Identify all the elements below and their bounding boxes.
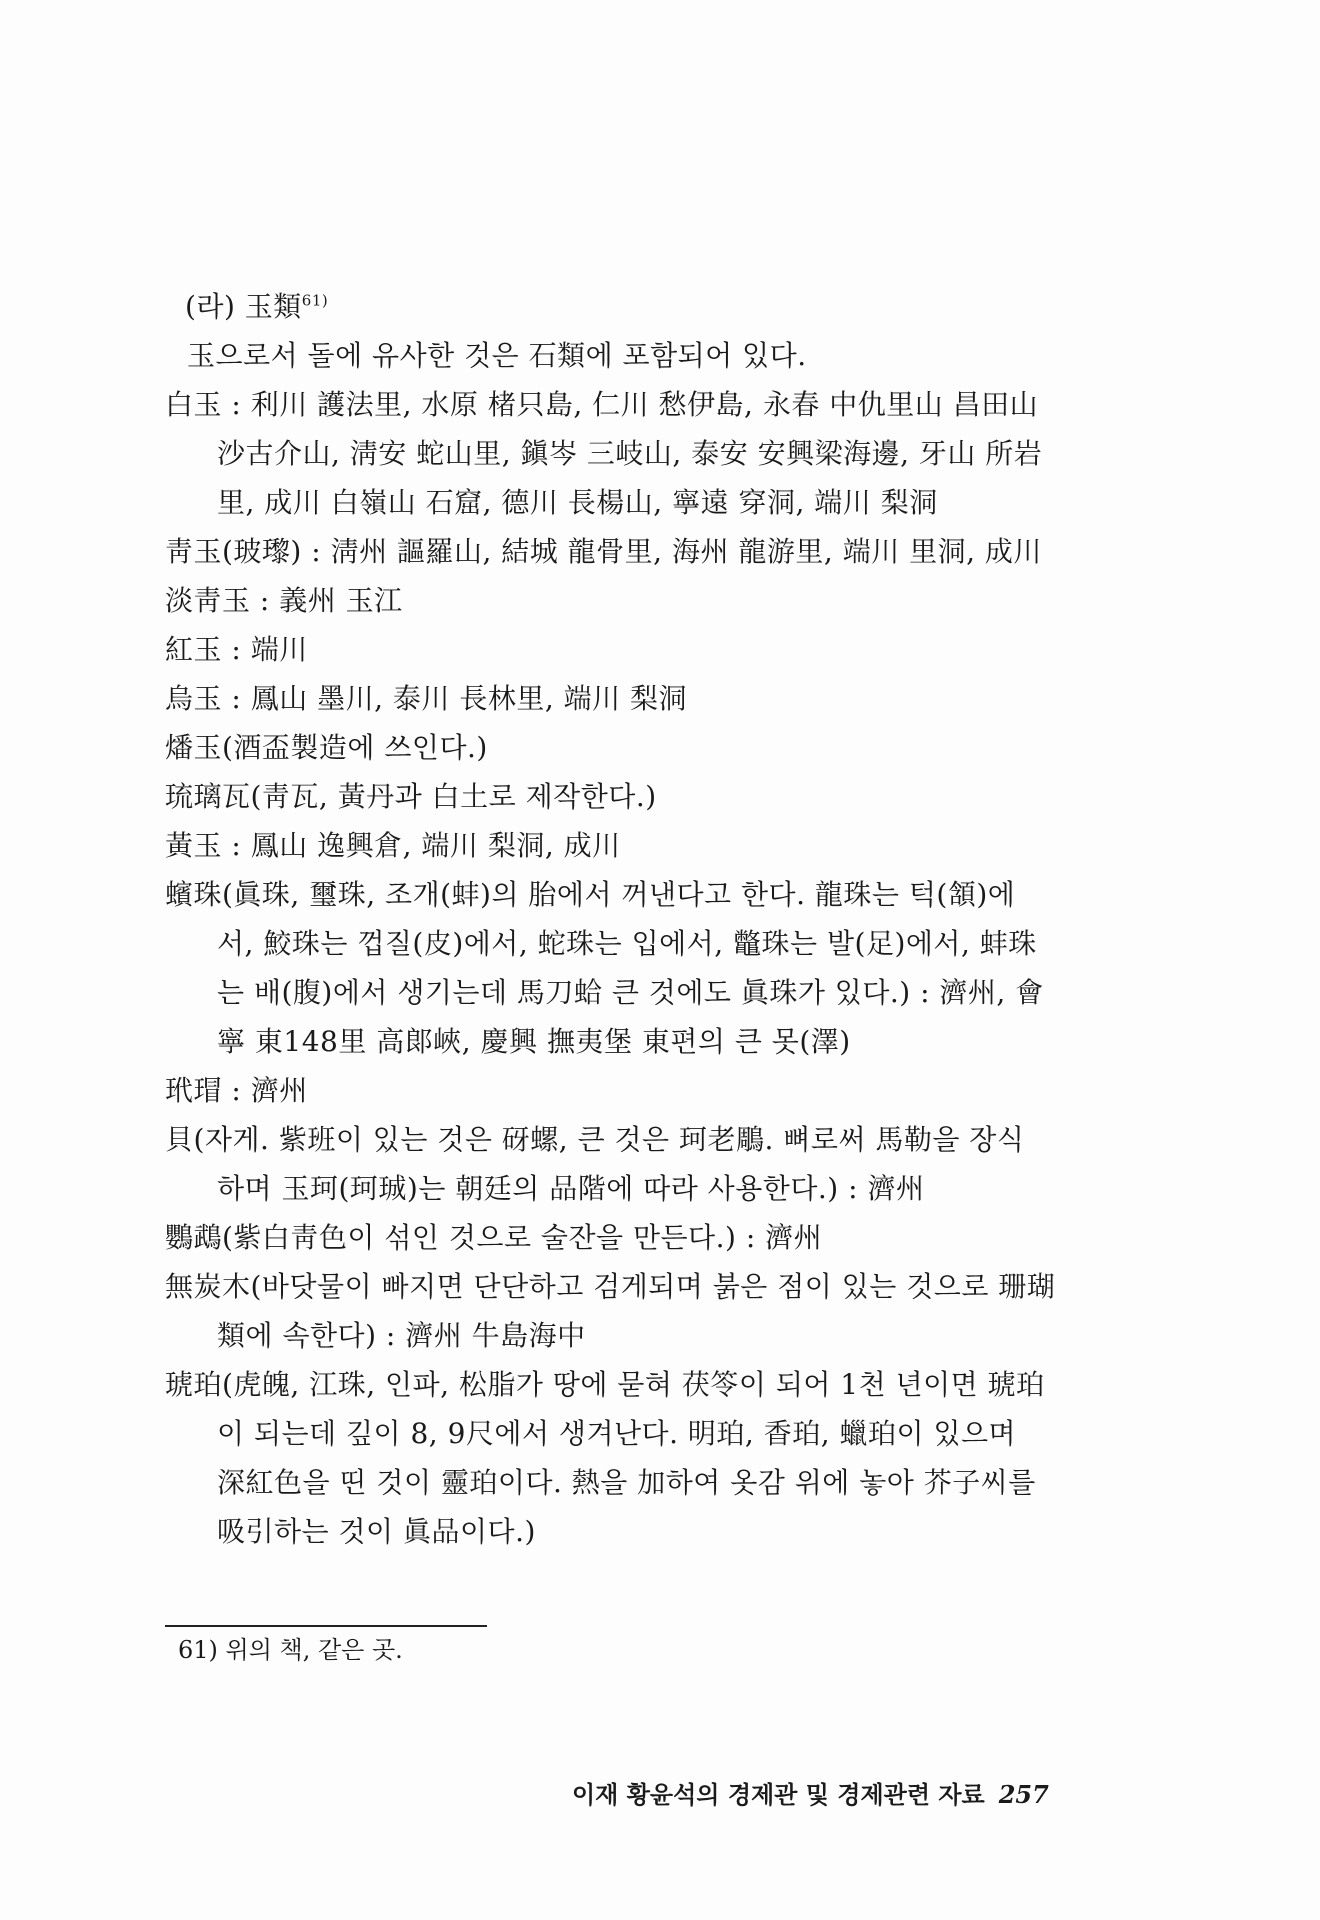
main-text [165, 282, 1125, 1556]
entry-line: 靑玉(玻瓈) : 淸州 謳羅山, 結城 龍骨里, 海州 龍游里, 端川 里洞, 成川 [165, 535, 1042, 568]
entry-continuation-line: 類에 속한다) : 濟州 牛島海中 [217, 1319, 586, 1352]
entry-line: 黃玉 : 鳳山 逸興倉, 端川 梨洞, 成川 [165, 829, 621, 862]
running-title: 이재 황윤석의 경제관 및 경제관련 자료 [572, 1780, 985, 1809]
section-heading-text: (라) 玉類 [185, 290, 302, 323]
entry-line: 無炭木(바닷물이 빠지면 단단하고 검게되며 붉은 점이 있는 것으로 珊瑚 [165, 1270, 1056, 1303]
section-heading [165, 282, 1125, 331]
entry [165, 1115, 1125, 1213]
entry-continuation-line: 서, 鮫珠는 껍질(皮)에서, 蛇珠는 입에서, 鼈珠는 발(足)에서, 蚌珠 [217, 927, 1037, 960]
entry-line: 琉璃瓦(靑瓦, 黃丹과 白土로 제작한다.) [165, 780, 657, 813]
entry [165, 625, 1125, 674]
entry [165, 1213, 1125, 1262]
entry-line: 白玉 : 利川 護法里, 水原 楮只島, 仁川 愁伊島, 永春 中仇里山 昌田山 [165, 388, 1039, 421]
entry [165, 1360, 1125, 1556]
entry [165, 380, 1125, 527]
entry-line: 燔玉(酒盃製造에 쓰인다.) [165, 731, 488, 764]
footnote-rule [165, 1625, 487, 1627]
entry [165, 821, 1125, 870]
entry-continuation-line: 吸引하는 것이 眞品이다.) [217, 1515, 536, 1548]
entry [165, 1066, 1125, 1115]
entry [165, 772, 1125, 821]
entry [165, 1262, 1125, 1360]
entry-line: 紅玉 : 端川 [165, 633, 308, 666]
footnote: 61) 위의 책, 같은 곳. [178, 1636, 403, 1664]
entry-line: 鸚鵡(紫白靑色이 섞인 것으로 술잔을 만든다.) : 濟州 [165, 1221, 823, 1254]
entry [165, 576, 1125, 625]
entry-line: 烏玉 : 鳳山 墨川, 泰川 長林里, 端川 梨洞 [165, 682, 688, 715]
entry-continuation-line: 하며 玉珂(珂珹)는 朝廷의 品階에 따라 사용한다.) : 濟州 [217, 1172, 925, 1205]
entry-continuation-line: 는 배(腹)에서 생기는데 馬刀蛤 큰 것에도 眞珠가 있다.) : 濟州, 會 [217, 976, 1044, 1009]
entry-continuation-line: 深紅色을 띤 것이 靈珀이다. 熱을 加하여 옷감 위에 놓아 芥子씨를 [217, 1466, 1036, 1499]
intro-paragraph: 玉으로서 돌에 유사한 것은 石類에 포함되어 있다. [187, 339, 807, 372]
entry-line: 貝(자게. 紫班이 있는 것은 砑螺, 큰 것은 珂老鵰. 뼈로써 馬勒을 장식 [165, 1123, 1025, 1156]
entry-continuation-line: 里, 成川 白嶺山 石窟, 德川 長楊山, 寧遠 穿洞, 端川 梨洞 [217, 486, 938, 519]
footnote-ref: 61) [301, 291, 329, 310]
entry-line: 蠙珠(眞珠, 璽珠, 조개(蚌)의 胎에서 꺼낸다고 한다. 龍珠는 턱(頷)에 [165, 878, 1016, 911]
entry-line: 琥珀(虎魄, 江珠, 인파, 松脂가 땅에 묻혀 茯笭이 되어 1천 년이면 琥珀 [165, 1368, 1045, 1401]
entry [165, 527, 1125, 576]
entry [165, 674, 1125, 723]
entry [165, 723, 1125, 772]
entry-line: 淡靑玉 : 義州 玉江 [165, 584, 403, 617]
entry-line: 玳瑁 : 濟州 [165, 1074, 308, 1107]
entry [165, 870, 1125, 1066]
page-number: 257 [998, 1780, 1049, 1809]
entry-continuation-line: 이 되는데 깊이 8, 9尺에서 생겨난다. 明珀, 香珀, 蠟珀이 있으며 [217, 1417, 1017, 1450]
entry-continuation-line: 沙古介山, 淸安 蛇山里, 鎭岑 三岐山, 泰安 安興梁海邊, 牙山 所岩 [217, 437, 1043, 470]
running-footer [572, 1778, 1049, 1812]
entry-list [165, 380, 1125, 1556]
entry-continuation-line: 寧 東148里 高郞峽, 慶興 撫夷堡 東편의 큰 못(澤) [217, 1025, 851, 1058]
